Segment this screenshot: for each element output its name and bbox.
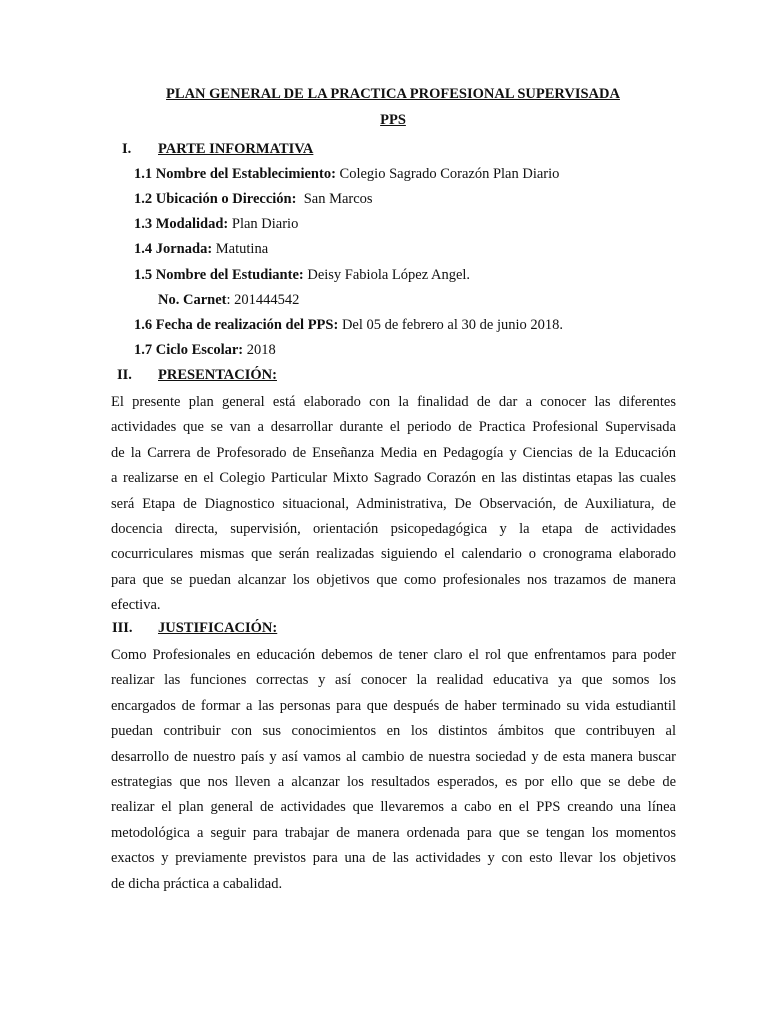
document-title: PLAN GENERAL DE LA PRACTICA PROFESIONAL SUPERVISADA <box>166 86 620 102</box>
paragraph-line: metodológica a seguir para trabajar de manera ordenada para que se tengan los momentos <box>111 824 676 841</box>
paragraph-line: desarrollo de nuestro país y así vamos al cambio de nuestra sociedad y de esta manera buscar <box>111 748 676 765</box>
presentacion-paragraph <box>111 390 676 619</box>
paragraph-line: estrategias que nos lleven a alcanzar los resultados esperados, es por ello que se debe de <box>111 773 676 790</box>
info-label: 1.6 Fecha de realización del PPS: <box>134 317 339 333</box>
paragraph-line: El presente plan general está elaborado con la finalidad de dar a conocer las diferentes <box>111 394 676 410</box>
info-item-ubicacion <box>134 191 373 208</box>
info-value: Del 05 de febrero al 30 de junio 2018. <box>338 317 563 333</box>
info-value: 2018 <box>243 342 276 358</box>
paragraph-line: de dicha práctica a cabalidad. <box>111 875 283 892</box>
paragraph-line: a realizarse en el Colegio Particular Mixto Sagrado Corazón en las distintas etapas las cuales <box>111 470 676 487</box>
paragraph-line: efectiva. <box>111 597 161 614</box>
info-value: Matutina <box>212 241 269 257</box>
info-label: 1.5 Nombre del Estudiante: <box>134 267 304 283</box>
paragraph-line: será Etapa de Diagnostico situacional, Administrativa, De Observación, de Auxiliatura, de <box>111 495 676 512</box>
paragraph-line: Como Profesionales en educación debemos de tener claro el rol que enfrentamos para poder <box>111 647 676 663</box>
document-subtitle: PPS <box>380 112 406 128</box>
info-label: No. Carnet <box>158 292 227 308</box>
info-value: San Marcos <box>296 191 373 207</box>
paragraph-line: exactos y previamente previstos para una de las actividades y con esto llevar los objetivos <box>111 850 676 867</box>
info-value: Colegio Sagrado Corazón Plan Diario <box>335 166 560 182</box>
section-number: I. <box>122 141 132 157</box>
info-label: 1.3 Modalidad: <box>134 216 229 232</box>
section-title: JUSTIFICACIÓN: <box>158 620 278 636</box>
section-title: PARTE INFORMATIVA <box>158 141 314 157</box>
paragraph-line: puedan contribuir con sus conocimientos en los distintos ámbitos que contribuyen al <box>111 723 676 740</box>
paragraph-line: realizar las funciones correctas y así conocer la realidad educativa ya que somos los <box>111 672 676 689</box>
paragraph-line: para que se puedan alcanzar los objetivos que como profesionales nos trazamos de manera <box>111 571 676 588</box>
info-item-fecha <box>134 317 563 334</box>
paragraph-line: encargados de formar a las personas para que después de haber terminado su vida estudiantil <box>111 697 676 714</box>
paragraph-line: cocurriculares mismas que serán realizadas siguiendo el calendario o cronograma elaborado <box>111 546 676 563</box>
section-number: III. <box>112 620 133 636</box>
paragraph-line: de la Carrera de Profesorado de Enseñanza Media en Pedagogía y Ciencias de la Educación <box>111 444 676 461</box>
info-item-establecimiento <box>134 166 559 183</box>
paragraph-line: actividades que se van a desarrollar durante el periodo de Practica Profesional Supervisada <box>111 419 676 436</box>
section-title: PRESENTACIÓN: <box>158 367 277 383</box>
paragraph-line: realizar el plan general de actividades que llevaremos a cabo en el PPS creando una línea <box>111 799 676 816</box>
info-value: Plan Diario <box>228 216 299 232</box>
info-item-carnet <box>158 292 299 309</box>
info-label: 1.7 Ciclo Escolar: <box>134 342 244 358</box>
info-value: Deisy Fabiola López Angel. <box>303 267 471 283</box>
info-item-ciclo <box>134 342 276 359</box>
info-item-modalidad <box>134 216 298 233</box>
info-item-jornada <box>134 241 268 258</box>
justificacion-paragraph <box>111 643 676 897</box>
info-label: 1.2 Ubicación o Dirección: <box>134 191 297 207</box>
info-label: 1.1 Nombre del Establecimiento: <box>134 166 336 182</box>
info-value: : 201444542 <box>226 292 300 308</box>
info-label: 1.4 Jornada: <box>134 241 213 257</box>
section-number: II. <box>117 367 132 383</box>
info-item-estudiante <box>134 267 470 284</box>
paragraph-line: docencia directa, supervisión, orientación psicopedagógica y la etapa de actividades <box>111 520 676 537</box>
